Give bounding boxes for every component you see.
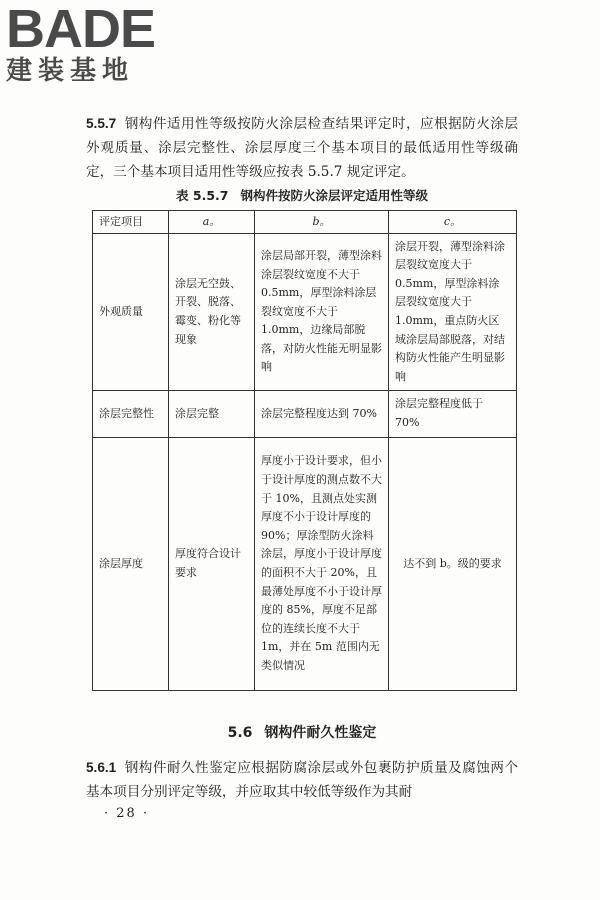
logo-subtitle: 建装基地 <box>6 56 135 86</box>
table-header-row <box>93 211 517 234</box>
cell-a: 涂层完整 <box>169 391 255 438</box>
row-item: 涂层厚度 <box>93 438 169 691</box>
row-item: 外观质量 <box>93 234 169 391</box>
bade-logo <box>6 0 178 94</box>
table-number: 表 5.5.7 <box>176 188 229 203</box>
table-row <box>93 234 517 391</box>
header-b: b。 <box>255 211 389 234</box>
logo-brand-text: BADE <box>6 0 156 59</box>
header-a: a。 <box>169 211 255 234</box>
table-row <box>93 438 517 691</box>
table-caption <box>86 186 518 204</box>
clause-text: 钢构件耐久性鉴定应根据防腐涂层或外包裹防护质量及腐蚀两个基本项目分别评定等级，并应取其中较低等级作为其耐 <box>86 760 518 800</box>
cell-c: 达不到 b。级的要求 <box>389 438 517 691</box>
cell-b: 厚度小于设计要求，但小于设计厚度的测点数不大于 10%，且测点处实测厚度不小于设计厚度的 90%；厚涂型防火涂料涂层，厚度小于设计厚度的面积不大于 20%，且最薄处厚度不小于设计厚度的 85%，厚度不足部位的连续长度不大于 1m，并在 5m 范围内无类似情况 <box>255 438 389 691</box>
paragraph-5-5-7 <box>86 112 518 184</box>
clause-text: 钢构件适用性等级按防火涂层检查结果评定时，应根据防火涂层外观质量、涂层完整性、涂层厚度三个基本项目的最低适用性等级确定，三个基本项目适用性等级应按表 5.5.7 规定评定。 <box>86 116 518 180</box>
cell-a: 涂层无空鼓、开裂、脱落、霉变、粉化等现象 <box>169 234 255 391</box>
clause-number: 5.6.1 <box>86 760 117 775</box>
cell-b: 涂层完整程度达到 70% <box>255 391 389 438</box>
section-heading <box>86 722 518 742</box>
section-number: 5.6 <box>227 725 253 741</box>
header-c: c。 <box>389 211 517 234</box>
table-title: 钢构件按防火涂层评定适用性等级 <box>240 188 428 203</box>
clause-number: 5.5.7 <box>86 116 117 131</box>
header-item: 评定项目 <box>93 211 169 234</box>
paragraph-5-6-1 <box>86 756 518 804</box>
rating-table <box>92 210 517 691</box>
cell-c: 涂层开裂，薄型涂料涂层裂纹宽度大于 0.5mm，厚型涂料涂层裂纹宽度大于 1.0mm，重点防火区域涂层局部脱落，对结构防火性能产生明显影响 <box>389 234 517 391</box>
page-number: · 28 · <box>104 806 150 821</box>
section-title: 钢构件耐久性鉴定 <box>264 725 377 741</box>
row-item: 涂层完整性 <box>93 391 169 438</box>
cell-a: 厚度符合设计要求 <box>169 438 255 691</box>
table-row <box>93 391 517 438</box>
cell-b: 涂层局部开裂，薄型涂料涂层裂纹宽度不大于 0.5mm，厚型涂料涂层裂纹宽度不大于 1.0mm，边缘局部脱落，对防火性能无明显影响 <box>255 234 389 391</box>
cell-c: 涂层完整程度低于 70% <box>389 391 517 438</box>
